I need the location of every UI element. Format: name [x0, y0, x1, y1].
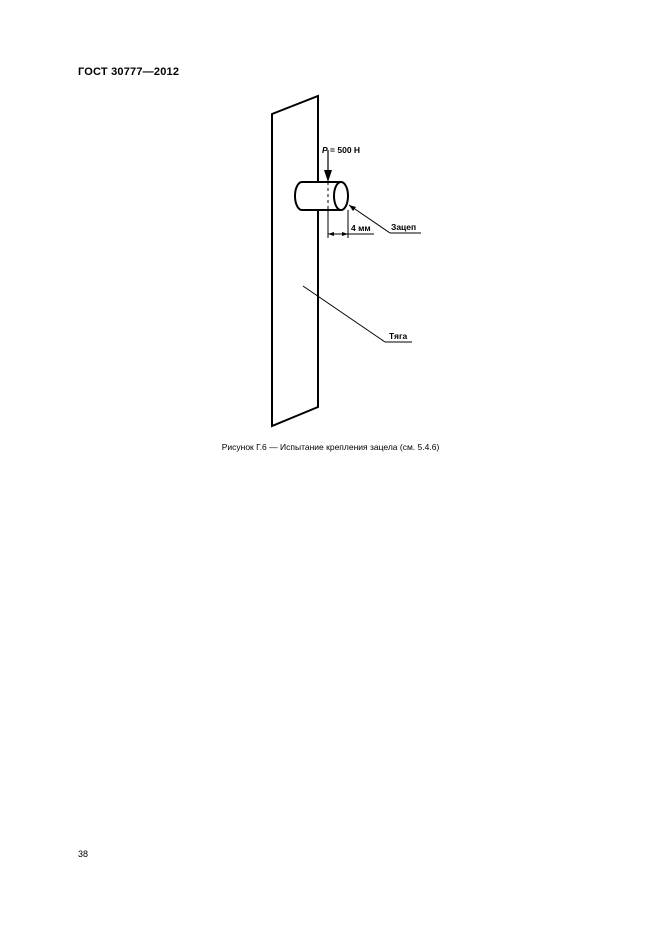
- force-label: P = 500 Н: [322, 145, 361, 155]
- hook-label: Зацеп: [391, 222, 417, 232]
- document-header: ГОСТ 30777—2012: [78, 66, 180, 78]
- dimension-label: 4 мм: [351, 223, 371, 233]
- hook-cylinder: [295, 182, 348, 210]
- page-number: 38: [78, 849, 89, 859]
- rod-label: Тяга: [389, 331, 408, 341]
- rod-plate: [272, 96, 318, 426]
- figure-caption: Рисунок Г.6 — Испытание крепления зацела (см. 5.4.6): [221, 442, 440, 452]
